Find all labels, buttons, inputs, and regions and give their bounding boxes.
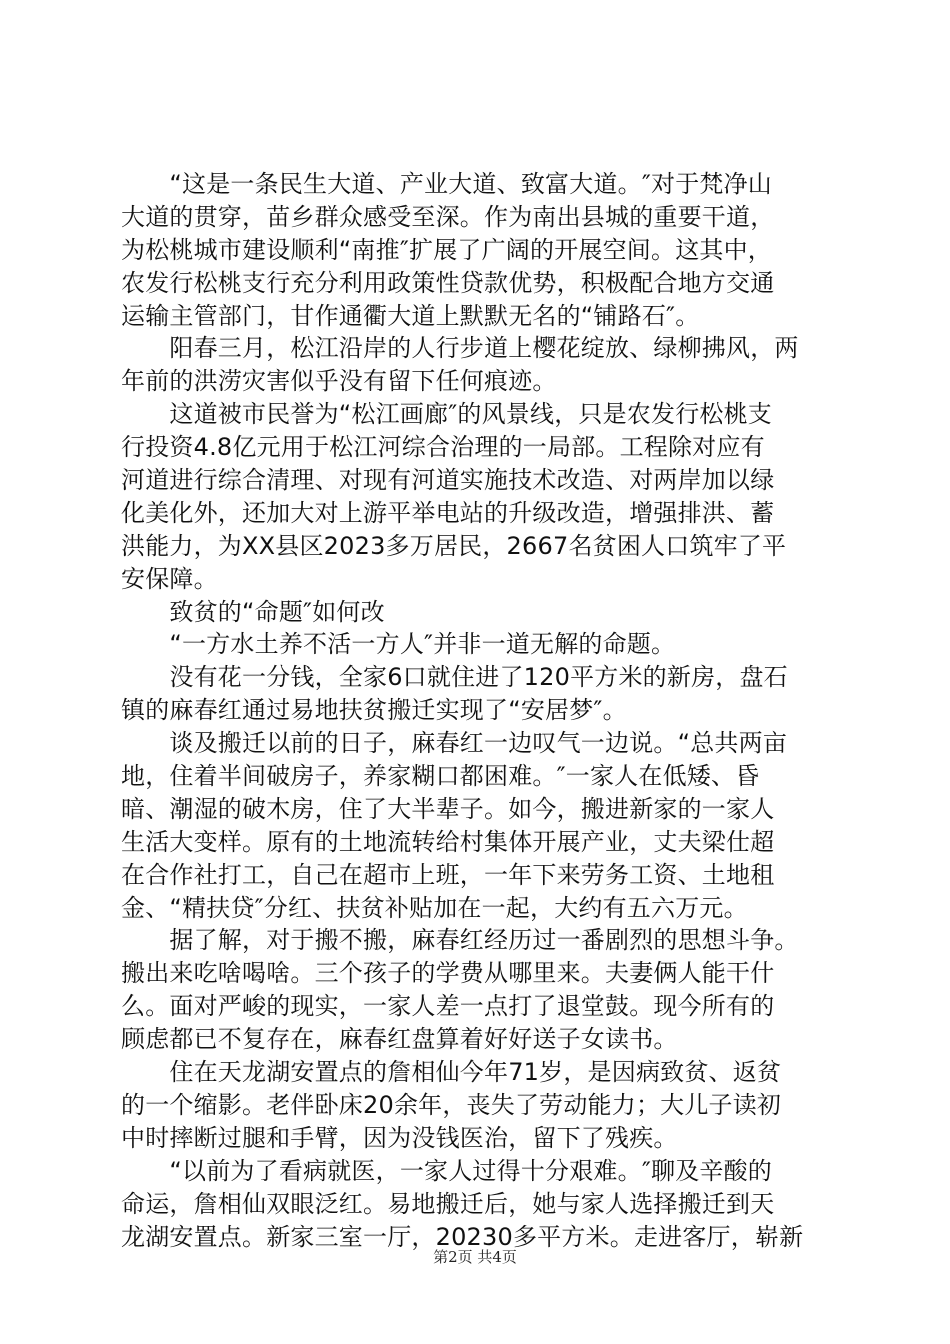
text-line: 么。面对严峻的现实，一家人差一点打了退堂鼓。现今所有的 [121, 992, 775, 1021]
text-line: “这是一条民生大道、产业大道、致富大道。″对于梵净山 [121, 170, 772, 198]
text-line: 搬出来吃啥喝啥。三个孩子的学费从哪里来。夫妻俩人能干什 [121, 959, 775, 988]
text-line: 镇的麻春红通过易地扶贫搬迁实现了“安居梦″。 [121, 696, 627, 725]
text-line: 洪能力，为XX县区2023多万居民，2667名贫困人口筑牢了平 [121, 531, 787, 560]
text-line: 运输主管部门，甘作通衢大道上默默无名的“铺路石″。 [121, 301, 700, 330]
text-line: 农发行松桃支行充分利用政策性贷款优势，积极配合地方交通 [121, 268, 775, 297]
text-line: 没有花一分钱，全家6口就住进了120平方米的新房，盘石 [121, 663, 788, 692]
text-line: 年前的洪涝灾害似乎没有留下任何痕迹。 [121, 367, 557, 396]
text-line: 的一个缩影。老伴卧床20余年，丧失了劳动能力；大儿子读初 [121, 1090, 782, 1119]
text-line: 为松桃城市建设顺利“南推″扩展了广阔的开展空间。这其中， [121, 235, 772, 264]
page-footer: 第2页 共4页 [433, 1248, 517, 1266]
text-line: 龙湖安置点。新家三室一厅，20230多平方米。走进客厅，崭新 [121, 1222, 804, 1251]
text-line: 大道的贯穿，苗乡群众感受至深。作为南出县城的重要干道， [121, 202, 775, 231]
text-line: 命运，詹相仙双眼泛红。易地搬迁后，她与家人选择搬迁到天 [121, 1189, 775, 1218]
text-line: 据了解，对于搬不搬，麻春红经历过一番剧烈的思想斗争。 [121, 926, 799, 955]
text-line: 行投资4.8亿元用于松江河综合治理的一局部。工程除对应有 [121, 433, 765, 462]
text-line: 生活大变样。原有的土地流转给村集体开展产业，丈夫梁仕超 [121, 827, 775, 856]
text-line: 中时摔断过腿和手臂，因为没钱医治，留下了残疾。 [121, 1123, 678, 1152]
text-line: 金、“精扶贷″分红、扶贫补贴加在一起，大约有五六万元。 [121, 893, 748, 922]
text-line: 地，住着半间破房子，养家糊口都困难。″一家人在低矮、昏 [121, 762, 760, 791]
text-line: 谈及搬迁以前的日子，麻春红一边叹气一边说。“总共两亩 [121, 729, 788, 758]
text-line: 河道进行综合清理、对现有河道实施技术改造、对两岸加以绿 [121, 466, 775, 495]
text-line: 阳春三月，松江沿岸的人行步道上樱花绽放、绿柳拂风，两 [121, 334, 799, 363]
text-line: “以前为了看病就医，一家人过得十分艰难。″聊及辛酸的 [121, 1156, 772, 1185]
text-line: 住在天龙湖安置点的詹相仙今年71岁，是因病致贫、返贫 [121, 1058, 782, 1087]
text-line: 顾虑都已不复存在，麻春红盘算着好好送子女读书。 [121, 1025, 678, 1054]
section-heading: 致贫的“命题″如何改 [121, 597, 385, 626]
text-line: “一方水土养不活一方人″并非一道无解的命题。 [121, 630, 676, 659]
text-line: 这道被市民誉为“松江画廊″的风景线，只是农发行松桃支 [121, 400, 772, 429]
text-line: 暗、潮湿的破木房，住了大半辈子。如今，搬进新家的一家人 [121, 794, 775, 823]
document-body [121, 168, 831, 1253]
text-line: 安保障。 [121, 564, 218, 593]
text-line: 化美化外，还加大对上游平举电站的升级改造，增强排洪、蓄 [121, 498, 775, 527]
text-line: 在合作社打工，自己在超市上班，一年下来劳务工资、土地租 [121, 860, 775, 889]
